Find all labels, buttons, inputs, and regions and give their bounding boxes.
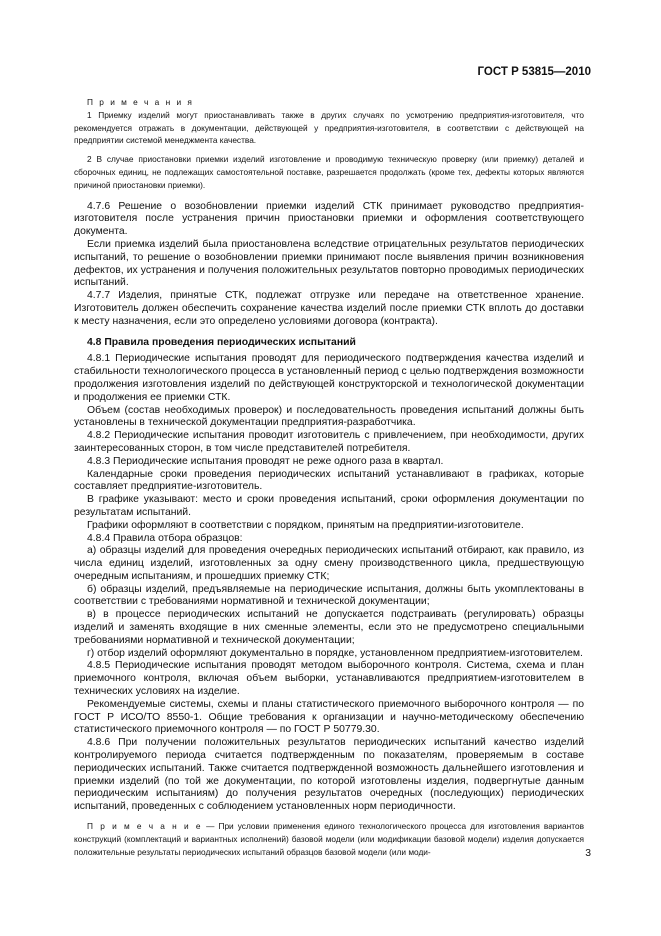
para-4-8-3-b: Календарные сроки проведения периодических испытаний устанавливают в графиках, которые составляет предприятие-изготовитель. [74, 468, 584, 493]
para-4-7-6-b: Если приемка изделий была приостановлена вследствие отрицательных результатов периодических испытаний, то решение о возобновлении приемки принимают после выявления причин возникновения дефектов, их устранения и получения положительных результатов повторно проводимых периодических испытаний. [74, 238, 584, 289]
note-2: 2 В случае приостановки приемки изделий изготовление и проводимую техническую проверку (или приемку) деталей и сборочных единиц, не подлежащих самостоятельной поставке, разрешается продолжать (кроме тех, дефекты которых являются причиной приостановки приемки). [74, 154, 584, 190]
para-4-8-5-b: Рекомендуемые системы, схемы и планы статистического приемочного выборочного контроля — по ГОСТ Р ИСО/ТО 8550-1. Общие требования к организации и научно-методическому обеспечению статистического приемочного контроля — по ГОСТ Р 50779.30. [74, 698, 584, 736]
para-4-8-2: 4.8.2 Периодические испытания проводит изготовитель с привлечением, при необходимости, других заинтересованных сторон, в том числе представителей потребителя. [74, 430, 584, 454]
para-4-8-3-d: Графики оформляют в соответствии с порядком, принятым на предприятии-изготовителе. [87, 519, 524, 531]
notes-top [74, 96, 584, 192]
note-bottom-text: — При условии применения единого технологического процесса для изготовления вариантов конструкций (комплектаций и вариантных исполнений) базовой модели (или модификации базовой модели) изделия допускается положительные результаты периодических испытаний образцов базовой модели (или моди- [74, 821, 584, 857]
para-4-8-4-b: б) образцы изделий, предъявляемые на периодические испытания, должны быть укомплектованы в соответствии с требованиями нормативной и технической документации; [74, 583, 584, 608]
para-4-8-1-b: Объем (состав необходимых проверок) и последовательность проведения испытаний должны быть установлены в технической документации предприятия-разработчика. [74, 404, 584, 429]
section-4-8-title: 4.8 Правила проведения периодических испытаний [87, 336, 356, 348]
page-number: 3 [585, 848, 591, 859]
para-4-8-5: 4.8.5 Периодические испытания проводят методом выборочного контроля. Система, схема и план приемочного контроля, включая объем выборки, устанавливаются предприятием-изготовителем в технических условиях на изделие. [74, 660, 584, 698]
notes-title: П р и м е ч а н и я [87, 97, 194, 107]
para-4-7-6: 4.7.6 Решение о возобновлении приемки изделий СТК принимает руководство предприятия-изготовителя после устранения причин приостановки приемки и оформления соответствующего документа. [74, 200, 584, 238]
para-4-8-3: 4.8.3 Периодические испытания проводят не реже одного раза в квартал. [87, 455, 444, 467]
note-bottom [74, 820, 584, 858]
para-4-8-3-c: В графике указывают: место и сроки проведения испытаний, сроки оформления документации по результатам испытаний. [74, 494, 584, 518]
para-4-8-4-d: г) отбор изделий оформляют документально в порядке, установленном предприятием-изготовителем. [87, 647, 583, 659]
note-1: 1 Приемку изделий могут приостанавливать также в других случаях по усмотрению предприятия-изготовителя, что рекомендуется отражать в документации, действующей у предприятия-изготовителя, в соответствии с действующей на предприятии системой менеджмента качества. [74, 109, 584, 146]
document-code: ГОСТ Р 53815—2010 [477, 66, 591, 78]
note-bottom-label: П р и м е ч а н и е [87, 821, 203, 832]
para-4-8-4: 4.8.4 Правила отбора образцов: [87, 532, 243, 544]
para-4-7-7: 4.7.7 Изделия, принятые СТК, подлежат отгрузке или передаче на ответственное хранение. Изготовитель должен обеспечить сохранение качества изделий после приемки СТК вплоть до доставки к месту назначения, если это определено условиями договора (контракта). [74, 290, 584, 327]
page-content [74, 96, 584, 858]
para-4-8-4-c: в) в процессе периодических испытаний не допускается подстраивать (регулировать) образцы изделий и заменять входящие в них сменные элементы, если это не предусмотрено специальными требованиями нормативной и технической документации; [74, 609, 584, 646]
para-4-8-1: 4.8.1 Периодические испытания проводят для периодического подтверждения качества изделий и стабильности технологического процесса в установленный период с целью подтверждения возможности продолжения изготовления изделий по действующей конструкторской и технологической документации и продолжения ее приемки СТК. [74, 353, 584, 403]
para-4-8-6: 4.8.6 При получении положительных результатов периодических испытаний качество изделий контролируемого периода считается подтвержденным по показателям, проверяемым в составе периодических испытаний. Также считается подтвержденной возможность дальнейшего изготовления и приемки изделий (по той же документации, по которой изготовлены изделия, подвергнутые данным периодическим испытаниям) до получения результатов очередных (последующих) периодических испытаний, проведенных с соблюдением установленных норм периодичности. [74, 737, 584, 813]
para-4-8-4-a: а) образцы изделий для проведения очередных периодических испытаний отбирают, как правило, из числа единиц изделий, изготовленных за одну смену производственного цикла, предшествующую очередным испытаниям, и прошедших приемку СТК; [74, 545, 584, 582]
